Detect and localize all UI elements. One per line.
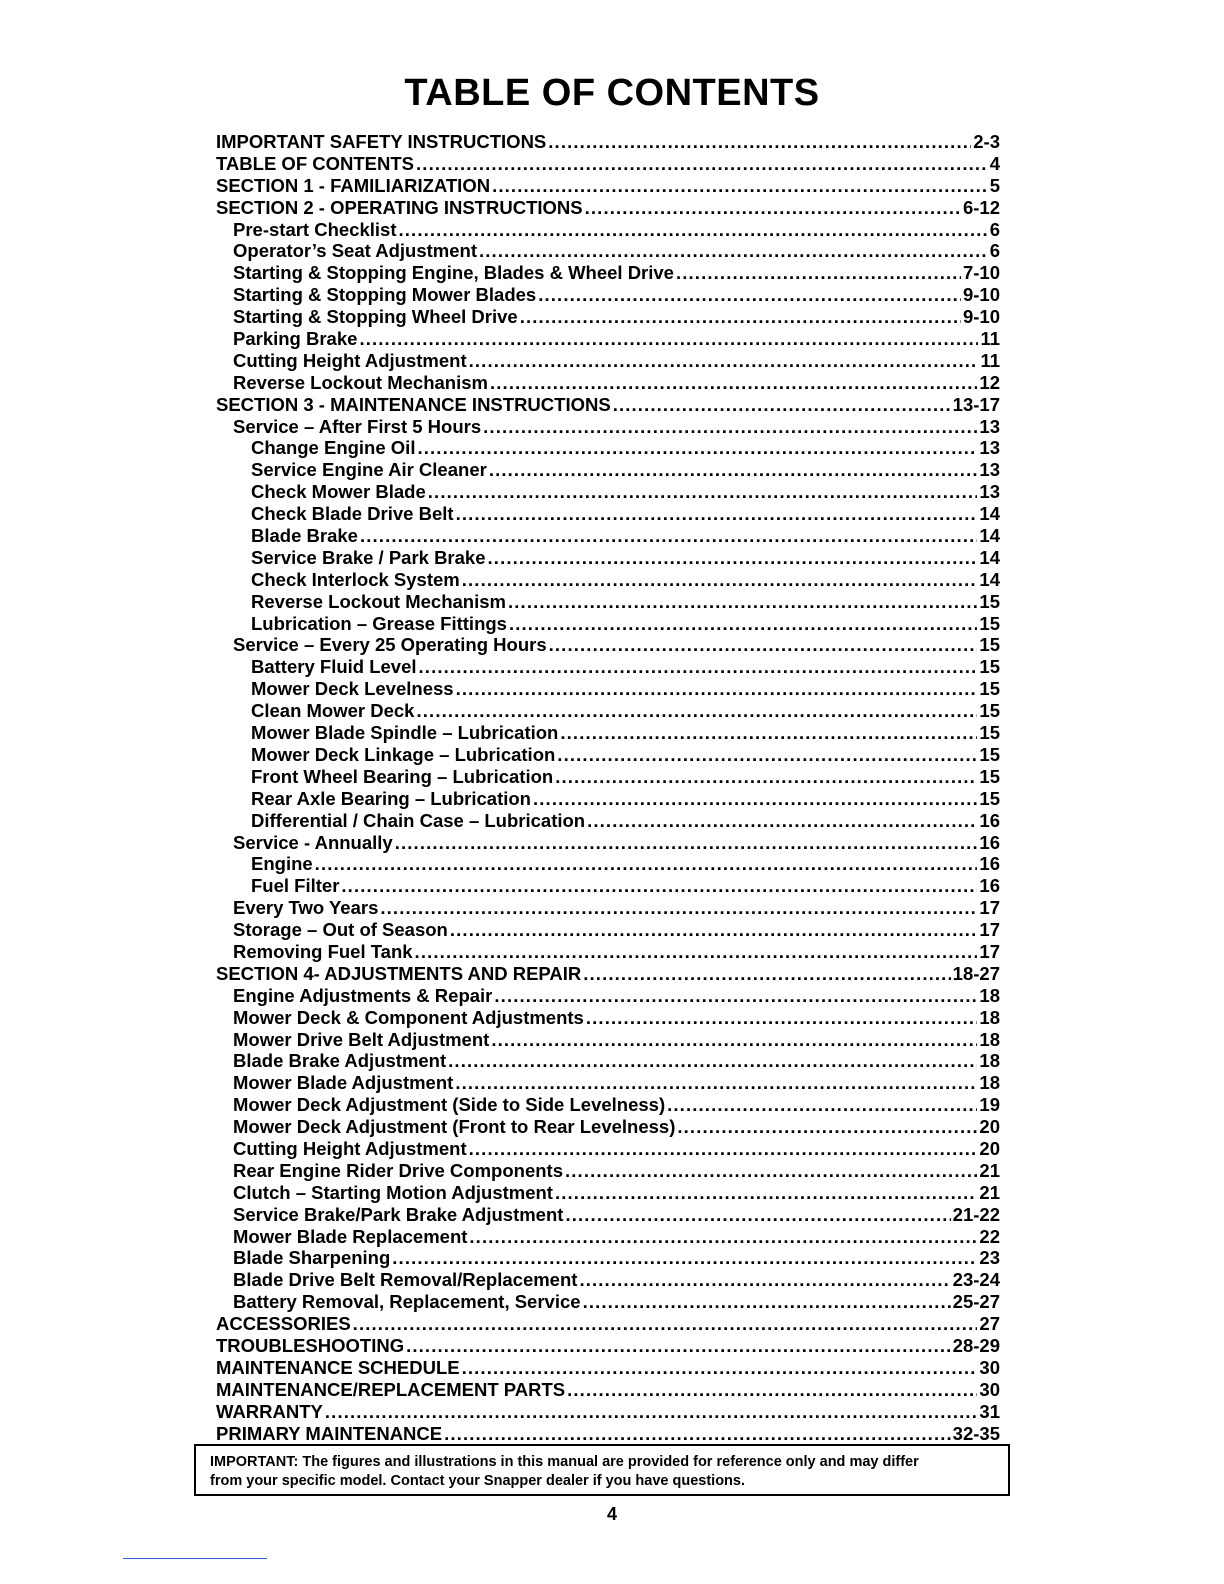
toc-leader-dots bbox=[341, 875, 977, 897]
toc-entry-label: Mower Deck Linkage – Lubrication bbox=[251, 743, 556, 765]
toc-leader-dots bbox=[538, 284, 961, 306]
toc-entry-label: Service – Every 25 Operating Hours bbox=[233, 634, 547, 656]
toc-entry bbox=[216, 1379, 1000, 1401]
toc-entry bbox=[216, 306, 1000, 328]
toc-entry bbox=[216, 634, 1000, 656]
toc-entry bbox=[216, 525, 1000, 547]
toc-leader-dots bbox=[565, 1160, 977, 1182]
footer-rule bbox=[123, 1558, 267, 1559]
toc-entry-label: Check Blade Drive Belt bbox=[251, 503, 454, 525]
toc-entry-page: 21-22 bbox=[952, 1203, 1000, 1225]
toc-entry bbox=[216, 1226, 1000, 1248]
toc-entry-page: 15 bbox=[979, 765, 1000, 787]
toc-entry-label: Cutting Height Adjustment bbox=[233, 349, 467, 371]
toc-entry-label: Check Interlock System bbox=[251, 568, 460, 590]
toc-entry-label: Mower Deck Levelness bbox=[251, 678, 454, 700]
toc-entry-page: 18 bbox=[979, 1050, 1000, 1072]
toc-entry bbox=[216, 941, 1000, 963]
toc-entry-label: Storage – Out of Season bbox=[233, 919, 448, 941]
toc-entry bbox=[216, 1182, 1000, 1204]
toc-entry-label: Change Engine Oil bbox=[251, 437, 416, 459]
toc-entry bbox=[216, 262, 1000, 284]
toc-entry bbox=[216, 1204, 1000, 1226]
toc-leader-dots bbox=[667, 1094, 977, 1116]
toc-entry-label: WARRANTY bbox=[216, 1400, 323, 1422]
toc-leader-dots bbox=[455, 1072, 977, 1094]
toc-leader-dots bbox=[392, 1247, 977, 1269]
toc-entry-label: Mower Blade Replacement bbox=[233, 1225, 468, 1247]
toc-entry-label: Rear Engine Rider Drive Components bbox=[233, 1159, 563, 1181]
toc-entry bbox=[216, 350, 1000, 372]
toc-leader-dots bbox=[315, 853, 978, 875]
toc-entry-label: Reverse Lockout Mechanism bbox=[233, 371, 488, 393]
toc-entry-page: 16 bbox=[979, 831, 1000, 853]
toc-entry bbox=[216, 394, 1000, 416]
toc-leader-dots bbox=[557, 744, 977, 766]
note-line-2: from your specific model. Contact your Snapper dealer if you have questions. bbox=[210, 1473, 746, 1489]
toc-entry-label: Service Engine Air Cleaner bbox=[251, 459, 487, 481]
toc-entry-page: 15 bbox=[979, 590, 1000, 612]
toc-leader-dots bbox=[395, 832, 978, 854]
toc-leader-dots bbox=[456, 503, 978, 525]
toc-entry-page: 14 bbox=[979, 525, 1000, 547]
toc-entry-label: Starting & Stopping Wheel Drive bbox=[233, 306, 518, 328]
toc-leader-dots bbox=[406, 1335, 951, 1357]
toc-leader-dots bbox=[508, 591, 977, 613]
toc-entry-label: MAINTENANCE SCHEDULE bbox=[216, 1356, 460, 1378]
toc-entry bbox=[216, 1401, 1000, 1423]
toc-entry bbox=[216, 591, 1000, 613]
toc-entry-page: 6 bbox=[989, 218, 1000, 240]
toc-entry-label: Parking Brake bbox=[233, 328, 358, 350]
toc-entry bbox=[216, 197, 1000, 219]
toc-entry-page: 32-35 bbox=[952, 1422, 1000, 1444]
toc-entry bbox=[216, 700, 1000, 722]
toc-leader-dots bbox=[419, 656, 978, 678]
toc-leader-dots bbox=[325, 1401, 978, 1423]
toc-entry bbox=[216, 678, 1000, 700]
toc-entry bbox=[216, 963, 1000, 985]
toc-entry bbox=[216, 853, 1000, 875]
toc-entry-page: 25-27 bbox=[952, 1291, 1000, 1313]
toc-entry-label: Blade Brake bbox=[251, 525, 358, 547]
toc-entry-page: 13 bbox=[979, 459, 1000, 481]
toc-entry-page: 13-17 bbox=[952, 393, 1000, 415]
toc-entry-page: 14 bbox=[979, 568, 1000, 590]
toc-entry-label: Mower Deck & Component Adjustments bbox=[233, 1006, 584, 1028]
toc-entry bbox=[216, 372, 1000, 394]
toc-leader-dots bbox=[548, 131, 971, 153]
toc-entry bbox=[216, 437, 1000, 459]
toc-entry bbox=[216, 481, 1000, 503]
toc-entry bbox=[216, 459, 1000, 481]
toc-leader-dots bbox=[416, 153, 988, 175]
toc-entry-page: 20 bbox=[979, 1116, 1000, 1138]
page-title: TABLE OF CONTENTS bbox=[404, 72, 820, 114]
toc-entry bbox=[216, 131, 1000, 153]
toc-entry-label: Pre-start Checklist bbox=[233, 218, 397, 240]
toc-entry bbox=[216, 656, 1000, 678]
toc-entry bbox=[216, 722, 1000, 744]
toc-entry bbox=[216, 1291, 1000, 1313]
toc-entry-page: 12 bbox=[979, 371, 1000, 393]
toc-entry-page: 16 bbox=[979, 875, 1000, 897]
toc-entry-label: Clean Mower Deck bbox=[251, 700, 415, 722]
toc-entry bbox=[216, 569, 1000, 591]
toc-leader-dots bbox=[490, 372, 977, 394]
toc-entry-label: Cutting Height Adjustment bbox=[233, 1137, 467, 1159]
toc-leader-dots bbox=[462, 569, 978, 591]
toc-leader-dots bbox=[489, 459, 978, 481]
toc-entry-page: 18-27 bbox=[952, 962, 1000, 984]
toc-entry-label: Battery Fluid Level bbox=[251, 656, 417, 678]
toc-entry bbox=[216, 897, 1000, 919]
toc-entry-label: SECTION 2 - OPERATING INSTRUCTIONS bbox=[216, 196, 583, 218]
toc-entry bbox=[216, 788, 1000, 810]
toc-entry-page: 18 bbox=[979, 1006, 1000, 1028]
toc-entry-page: 13 bbox=[979, 415, 1000, 437]
toc-entry bbox=[216, 1116, 1000, 1138]
toc-entry-page: 27 bbox=[979, 1313, 1000, 1335]
toc-leader-dots bbox=[415, 941, 978, 963]
toc-entry-page: 15 bbox=[979, 612, 1000, 634]
toc-leader-dots bbox=[565, 1204, 950, 1226]
toc-leader-dots bbox=[549, 634, 978, 656]
toc-entry-page: 11 bbox=[980, 349, 1000, 371]
toc-entry-page: 15 bbox=[979, 634, 1000, 656]
toc-entry bbox=[216, 1247, 1000, 1269]
toc-entry-page: 28-29 bbox=[952, 1334, 1000, 1356]
toc-entry-label: Clutch – Starting Motion Adjustment bbox=[233, 1181, 553, 1203]
toc-entry-page: 5 bbox=[989, 174, 1000, 196]
note-line-1: IMPORTANT: The figures and illustrations in this manual are provided for reference only and may differ bbox=[210, 1454, 919, 1470]
toc-entry bbox=[216, 416, 1000, 438]
toc-entry-page: 11 bbox=[980, 328, 1000, 350]
toc-entry-label: TABLE OF CONTENTS bbox=[216, 152, 415, 174]
toc-leader-dots bbox=[560, 722, 977, 744]
toc-entry bbox=[216, 175, 1000, 197]
toc-entry bbox=[216, 1094, 1000, 1116]
toc-entry-label: Blade Sharpening bbox=[233, 1247, 391, 1269]
toc-entry-label: MAINTENANCE/REPLACEMENT PARTS bbox=[216, 1378, 566, 1400]
toc-entry bbox=[216, 1007, 1000, 1029]
toc-leader-dots bbox=[417, 437, 977, 459]
toc-leader-dots bbox=[488, 547, 978, 569]
toc-entry-label: Mower Deck Adjustment (Side to Side Levelness) bbox=[233, 1094, 666, 1116]
toc-leader-dots bbox=[583, 1291, 951, 1313]
toc-leader-dots bbox=[677, 1116, 977, 1138]
toc-entry bbox=[216, 1423, 1000, 1445]
toc-entry-label: Service - Annually bbox=[233, 831, 393, 853]
toc-leader-dots bbox=[353, 1313, 978, 1335]
toc-entry-label: Every Two Years bbox=[233, 897, 379, 919]
toc-leader-dots bbox=[448, 1050, 977, 1072]
toc-entry-page: 13 bbox=[979, 481, 1000, 503]
toc-entry-page: 4 bbox=[989, 152, 1000, 174]
toc-entry-label: TROUBLESHOOTING bbox=[216, 1334, 405, 1356]
toc-entry-page: 16 bbox=[979, 809, 1000, 831]
toc-entry-label: Rear Axle Bearing – Lubrication bbox=[251, 787, 531, 809]
toc-leader-dots bbox=[398, 219, 987, 241]
toc-entry-label: Fuel Filter bbox=[251, 875, 340, 897]
toc-entry-label: Battery Removal, Replacement, Service bbox=[233, 1291, 581, 1313]
toc-entry-page: 20 bbox=[979, 1137, 1000, 1159]
toc-leader-dots bbox=[428, 481, 978, 503]
toc-entry-label: Service Brake/Park Brake Adjustment bbox=[233, 1203, 564, 1225]
toc-entry bbox=[216, 919, 1000, 941]
toc-entry bbox=[216, 328, 1000, 350]
toc-leader-dots bbox=[613, 394, 951, 416]
toc-entry-label: Starting & Stopping Engine, Blades & Wheel Drive bbox=[233, 262, 674, 284]
toc-entry-page: 18 bbox=[979, 1072, 1000, 1094]
toc-entry-label: Reverse Lockout Mechanism bbox=[251, 590, 506, 612]
toc-entry bbox=[216, 240, 1000, 262]
toc-leader-dots bbox=[416, 700, 977, 722]
toc-entry-label: Differential / Chain Case – Lubrication bbox=[251, 809, 586, 831]
toc-entry-label: Mower Drive Belt Adjustment bbox=[233, 1028, 490, 1050]
toc-leader-dots bbox=[360, 525, 977, 547]
toc-entry-label: SECTION 3 - MAINTENANCE INSTRUCTIONS bbox=[216, 393, 611, 415]
toc-entry-label: Check Mower Blade bbox=[251, 481, 426, 503]
toc-entry-label: Blade Drive Belt Removal/Replacement bbox=[233, 1269, 578, 1291]
toc-leader-dots bbox=[450, 919, 978, 941]
toc-entry-page: 22 bbox=[979, 1225, 1000, 1247]
toc-leader-dots bbox=[586, 1007, 978, 1029]
toc-entry-label: Operator’s Seat Adjustment bbox=[233, 240, 477, 262]
toc-entry-label: Lubrication – Grease Fittings bbox=[251, 612, 507, 634]
toc-leader-dots bbox=[585, 197, 961, 219]
toc-entry-page: 30 bbox=[979, 1356, 1000, 1378]
table-of-contents bbox=[216, 131, 1000, 1444]
toc-entry-page: 16 bbox=[979, 853, 1000, 875]
toc-entry-page: 7-10 bbox=[962, 262, 1000, 284]
toc-leader-dots bbox=[462, 1357, 978, 1379]
toc-entry bbox=[216, 744, 1000, 766]
toc-entry-page: 9-10 bbox=[962, 306, 1000, 328]
toc-entry bbox=[216, 1335, 1000, 1357]
toc-leader-dots bbox=[579, 1269, 950, 1291]
toc-entry bbox=[216, 1029, 1000, 1051]
toc-entry-page: 18 bbox=[979, 984, 1000, 1006]
toc-entry-page: 6-12 bbox=[962, 196, 1000, 218]
toc-entry-label: Mower Blade Spindle – Lubrication bbox=[251, 722, 559, 744]
toc-leader-dots bbox=[520, 306, 961, 328]
toc-leader-dots bbox=[555, 766, 977, 788]
toc-entry-label: Service – After First 5 Hours bbox=[233, 415, 482, 437]
toc-leader-dots bbox=[469, 350, 979, 372]
toc-entry-page: 19 bbox=[979, 1094, 1000, 1116]
toc-leader-dots bbox=[483, 416, 977, 438]
toc-entry-page: 21 bbox=[979, 1159, 1000, 1181]
toc-entry bbox=[216, 1160, 1000, 1182]
page-number: 4 bbox=[606, 1504, 617, 1524]
toc-entry-page: 21 bbox=[979, 1181, 1000, 1203]
toc-entry-page: 2-3 bbox=[973, 131, 1000, 152]
toc-leader-dots bbox=[494, 985, 977, 1007]
toc-leader-dots bbox=[492, 175, 988, 197]
toc-entry-label: SECTION 4- ADJUSTMENTS AND REPAIR bbox=[216, 962, 582, 984]
toc-entry-label: IMPORTANT SAFETY INSTRUCTIONS bbox=[216, 131, 547, 152]
toc-entry bbox=[216, 766, 1000, 788]
toc-leader-dots bbox=[491, 1029, 977, 1051]
toc-entry bbox=[216, 1138, 1000, 1160]
toc-entry-page: 13 bbox=[979, 437, 1000, 459]
important-note-box bbox=[194, 1444, 1010, 1496]
toc-entry bbox=[216, 1357, 1000, 1379]
toc-entry-label: Blade Brake Adjustment bbox=[233, 1050, 447, 1072]
toc-entry bbox=[216, 547, 1000, 569]
toc-entry bbox=[216, 985, 1000, 1007]
toc-entry-label: Service Brake / Park Brake bbox=[251, 546, 486, 568]
toc-entry-page: 15 bbox=[979, 743, 1000, 765]
toc-entry-page: 15 bbox=[979, 787, 1000, 809]
toc-entry-page: 23-24 bbox=[952, 1269, 1000, 1291]
toc-leader-dots bbox=[587, 810, 977, 832]
toc-entry-page: 17 bbox=[979, 940, 1000, 962]
toc-entry-page: 15 bbox=[979, 656, 1000, 678]
toc-entry-page: 17 bbox=[979, 919, 1000, 941]
toc-entry-label: ACCESSORIES bbox=[216, 1313, 351, 1335]
toc-entry-page: 30 bbox=[979, 1378, 1000, 1400]
toc-entry-label: Engine Adjustments & Repair bbox=[233, 984, 493, 1006]
toc-entry-label: Starting & Stopping Mower Blades bbox=[233, 284, 537, 306]
toc-leader-dots bbox=[469, 1226, 977, 1248]
toc-entry-page: 6 bbox=[989, 240, 1000, 262]
toc-entry-page: 17 bbox=[979, 897, 1000, 919]
toc-leader-dots bbox=[380, 897, 977, 919]
toc-entry-label: Front Wheel Bearing – Lubrication bbox=[251, 765, 554, 787]
toc-entry bbox=[216, 284, 1000, 306]
toc-entry bbox=[216, 219, 1000, 241]
toc-entry-page: 31 bbox=[979, 1400, 1000, 1422]
toc-entry bbox=[216, 832, 1000, 854]
toc-entry bbox=[216, 810, 1000, 832]
toc-entry-page: 15 bbox=[979, 678, 1000, 700]
toc-entry bbox=[216, 1072, 1000, 1094]
toc-leader-dots bbox=[456, 678, 978, 700]
toc-entry bbox=[216, 613, 1000, 635]
toc-entry bbox=[216, 1313, 1000, 1335]
toc-entry-label: Mower Blade Adjustment bbox=[233, 1072, 454, 1094]
toc-entry-page: 18 bbox=[979, 1028, 1000, 1050]
toc-leader-dots bbox=[359, 328, 978, 350]
toc-entry-page: 15 bbox=[979, 722, 1000, 744]
toc-leader-dots bbox=[567, 1379, 977, 1401]
toc-leader-dots bbox=[533, 788, 977, 810]
toc-entry-page: 14 bbox=[979, 546, 1000, 568]
toc-leader-dots bbox=[444, 1423, 951, 1445]
toc-entry bbox=[216, 1269, 1000, 1291]
toc-leader-dots bbox=[469, 1138, 978, 1160]
toc-entry-page: 9-10 bbox=[962, 284, 1000, 306]
toc-entry bbox=[216, 1050, 1000, 1072]
toc-entry bbox=[216, 153, 1000, 175]
toc-entry bbox=[216, 503, 1000, 525]
toc-entry-label: Engine bbox=[251, 853, 313, 875]
toc-leader-dots bbox=[479, 240, 988, 262]
toc-entry-page: 23 bbox=[979, 1247, 1000, 1269]
toc-entry-label: Removing Fuel Tank bbox=[233, 940, 413, 962]
toc-leader-dots bbox=[676, 262, 961, 284]
toc-entry-page: 14 bbox=[979, 503, 1000, 525]
toc-entry-page: 15 bbox=[979, 700, 1000, 722]
toc-leader-dots bbox=[583, 963, 950, 985]
toc-entry-label: Mower Deck Adjustment (Front to Rear Levelness) bbox=[233, 1116, 676, 1138]
toc-leader-dots bbox=[555, 1182, 977, 1204]
toc-entry bbox=[216, 875, 1000, 897]
toc-leader-dots bbox=[509, 613, 977, 635]
toc-entry-label: PRIMARY MAINTENANCE bbox=[216, 1422, 443, 1444]
toc-entry-label: SECTION 1 - FAMILIARIZATION bbox=[216, 174, 491, 196]
